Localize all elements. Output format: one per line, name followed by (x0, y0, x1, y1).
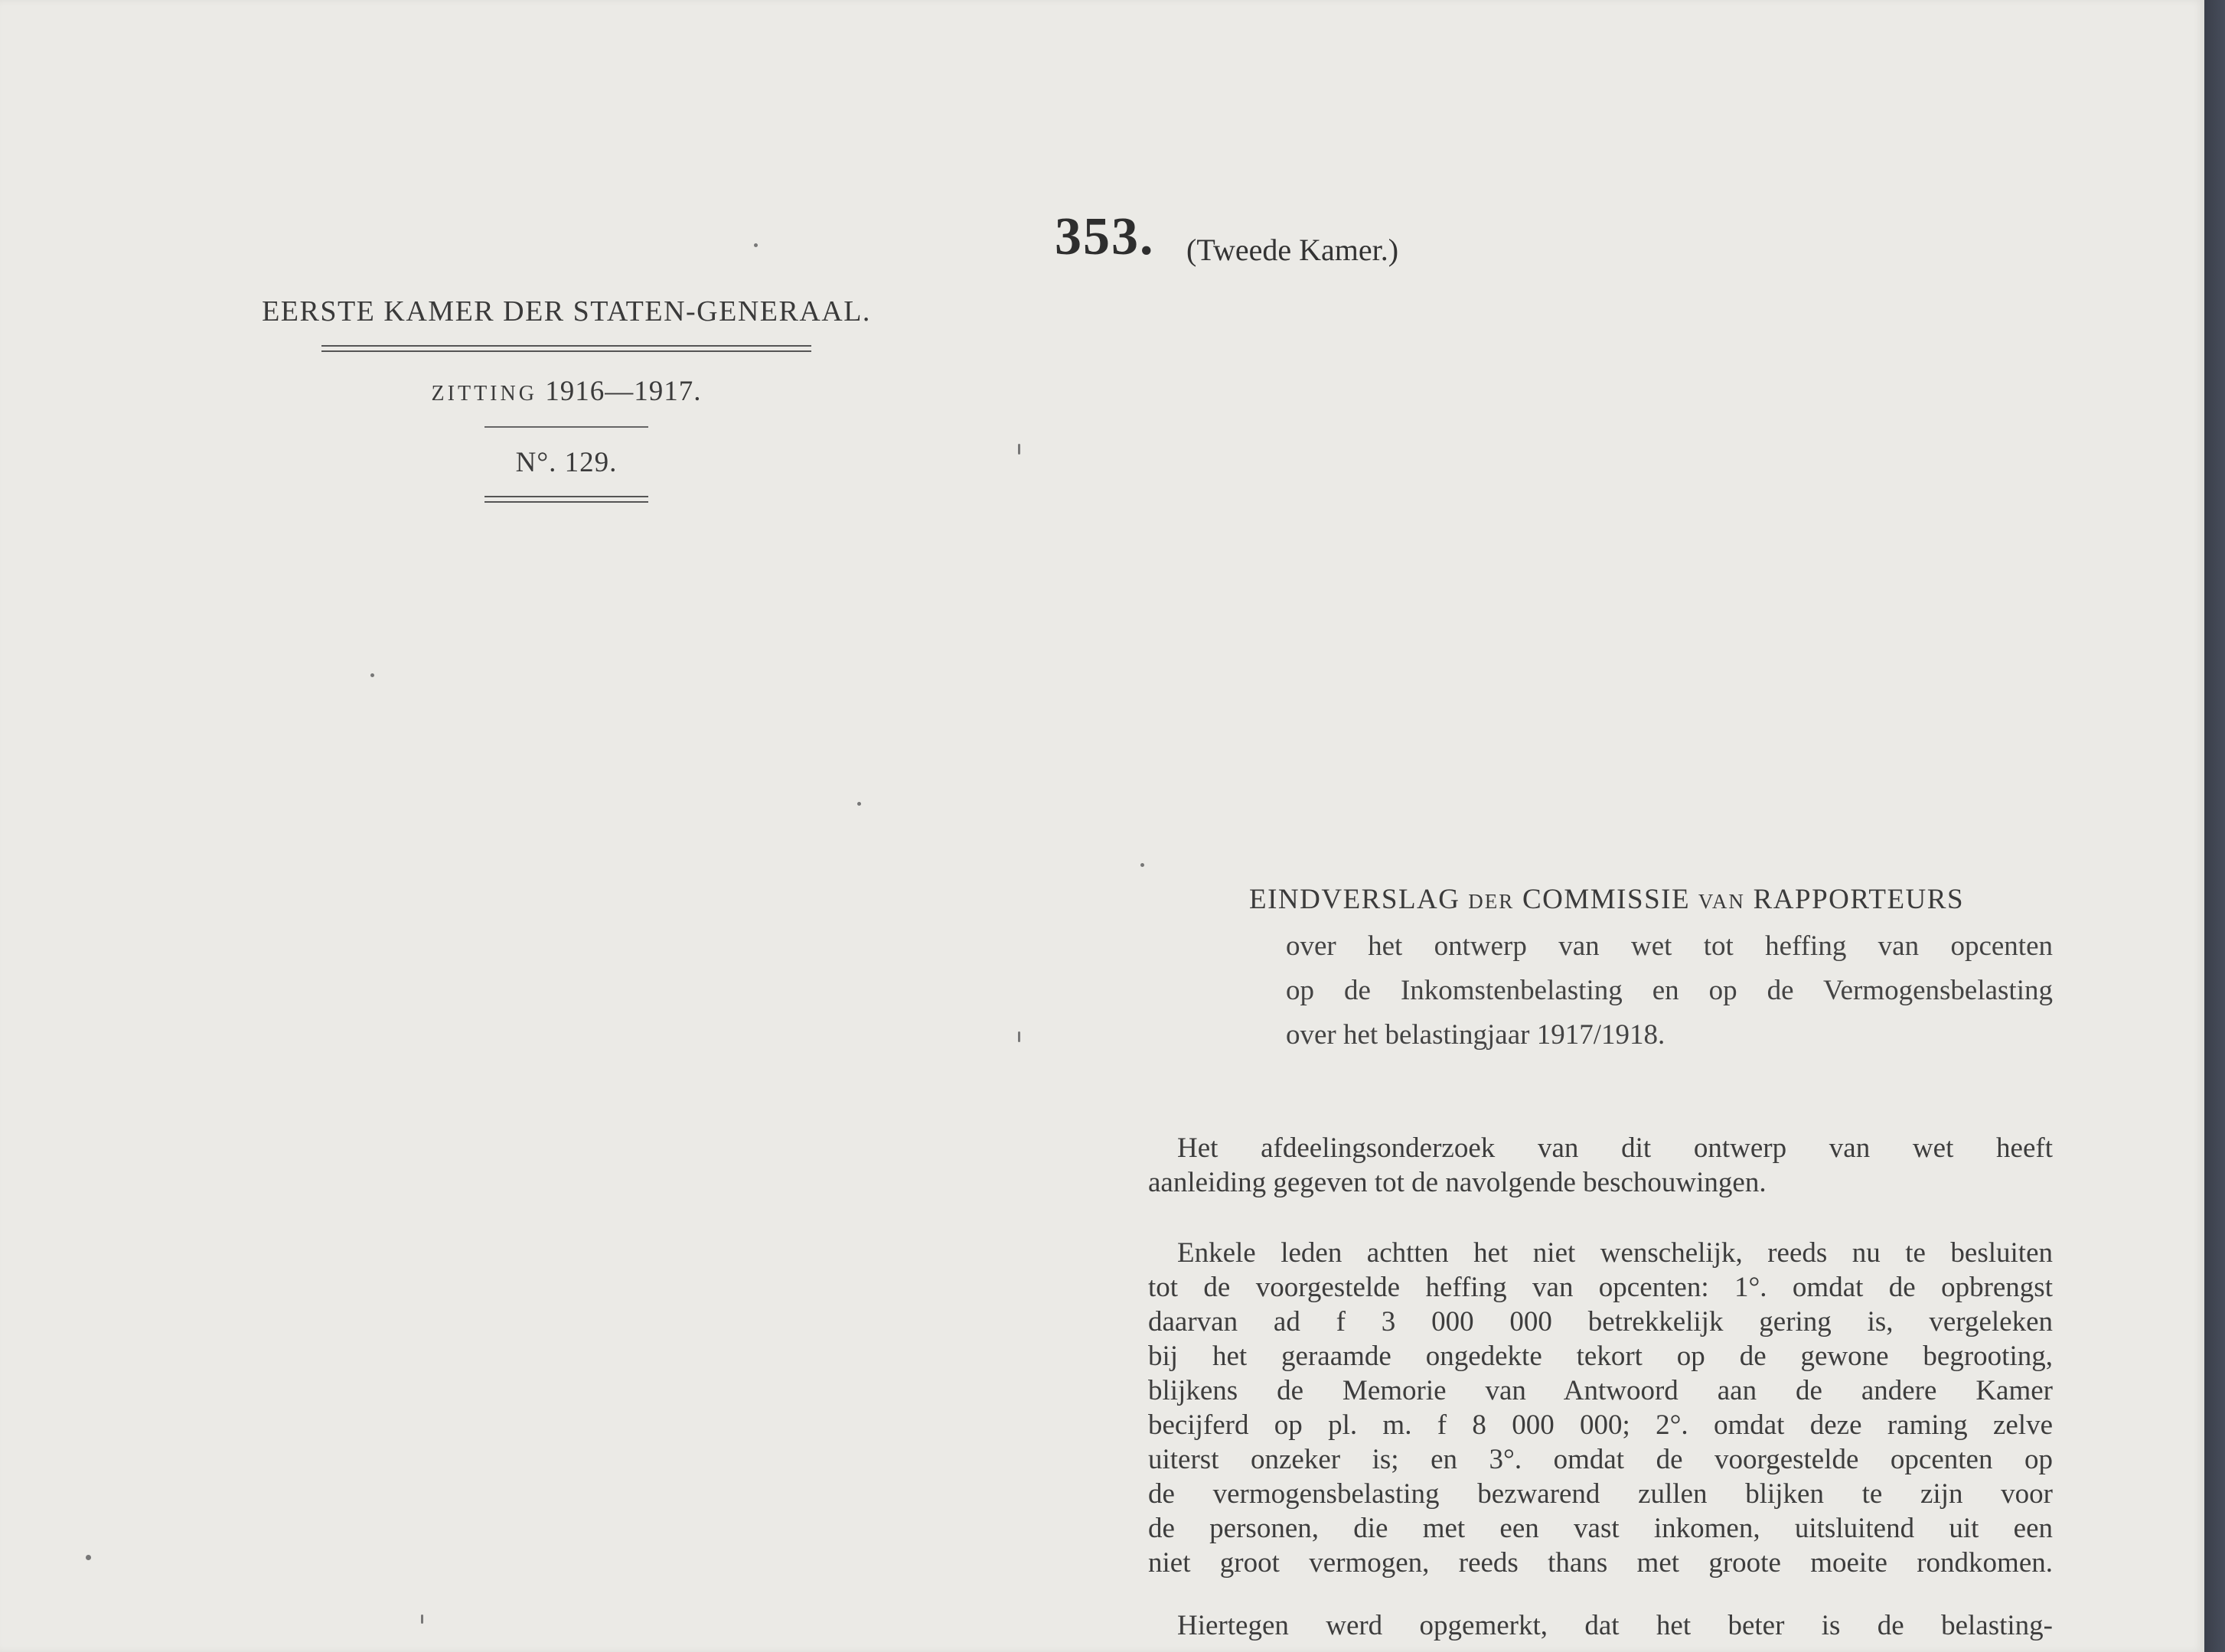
title-word: EINDVERSLAG (1249, 884, 1460, 915)
paper-speck (1018, 1031, 1020, 1042)
text-line: de personen, die met een vast inkomen, uitsluitend uit een (1148, 1513, 2053, 1544)
double-rule-lower (484, 496, 648, 503)
paragraph-partial (1148, 1608, 2053, 1643)
subtitle-line: over het belastingjaar 1917/1918. (1286, 1019, 1665, 1051)
report-subtitle (1286, 924, 2053, 1057)
chamber-note: (Tweede Kamer.) (1186, 233, 1399, 267)
text-line: de vermogensbelasting bezwarend zullen blijken te zijn voor (1148, 1478, 2053, 1510)
paper-speck (86, 1555, 91, 1560)
chamber-title: EERSTE KAMER DER STATEN-GENERAAL. (262, 295, 871, 327)
text-line: tot de voorgestelde heffing van opcenten: 1°. omdat de opbrengst (1148, 1272, 2053, 1303)
text-line: niet groot vermogen, reeds thans met groote moeite rondkomen. (1148, 1547, 2053, 1579)
text-line: blijkens de Memorie van Antwoord aan de andere Kamer (1148, 1375, 2053, 1406)
session-word: ZITTING (431, 382, 537, 406)
paper-speck (857, 802, 861, 806)
report-title (1249, 878, 2053, 923)
scan-background-edge (2204, 0, 2225, 1652)
title-word: RAPPORTEURS (1753, 884, 1965, 915)
session-years: 1916—1917. (545, 376, 702, 407)
text-line: bij het geraamde ongedekte tekort op de gewone begrooting, (1148, 1341, 2053, 1372)
single-rule (484, 426, 648, 428)
document-sequence-number: N°. 129. (515, 447, 618, 478)
paragraph (1148, 1131, 2053, 1200)
paper-speck (421, 1615, 423, 1624)
paper-speck (1140, 863, 1144, 867)
document-number: 353. (1055, 207, 1155, 266)
text-line: Enkele leden achtten het niet wenschelijk, reeds nu te besluiten (1177, 1237, 2053, 1269)
session-line (230, 375, 903, 408)
paper-speck (370, 673, 374, 677)
title-der: DER (1468, 890, 1515, 913)
paper-speck (754, 243, 758, 247)
text-line: daarvan ad f 3 000 000 betrekkelijk gering is, vergeleken (1148, 1306, 2053, 1338)
text-line: Hiertegen werd opgemerkt, dat het beter is de belasting- (1177, 1610, 2053, 1641)
text-line: uiterst onzeker is; en 3°. omdat de voorgestelde opcenten op (1148, 1444, 2053, 1475)
paragraph (1148, 1236, 2053, 1580)
text-line: Het afdeelingsonderzoek van dit ontwerp van wet heeft (1177, 1132, 2053, 1164)
header-block (230, 295, 903, 503)
double-rule (321, 345, 811, 352)
subtitle-line: op de Inkomstenbelasting en op de Vermogensbelasting (1286, 975, 2053, 1006)
paper-speck (1018, 444, 1020, 455)
text-line: becijferd op pl. m. f 8 000 000; 2°. omdat deze raming zelve (1148, 1409, 2053, 1441)
text-line: aanleiding gegeven tot de navolgende beschouwingen. (1148, 1167, 1767, 1198)
subtitle-line: over het ontwerp van wet tot heffing van opcenten (1286, 930, 2053, 962)
title-word: COMMISSIE (1522, 884, 1691, 915)
title-van: VAN (1698, 890, 1745, 913)
